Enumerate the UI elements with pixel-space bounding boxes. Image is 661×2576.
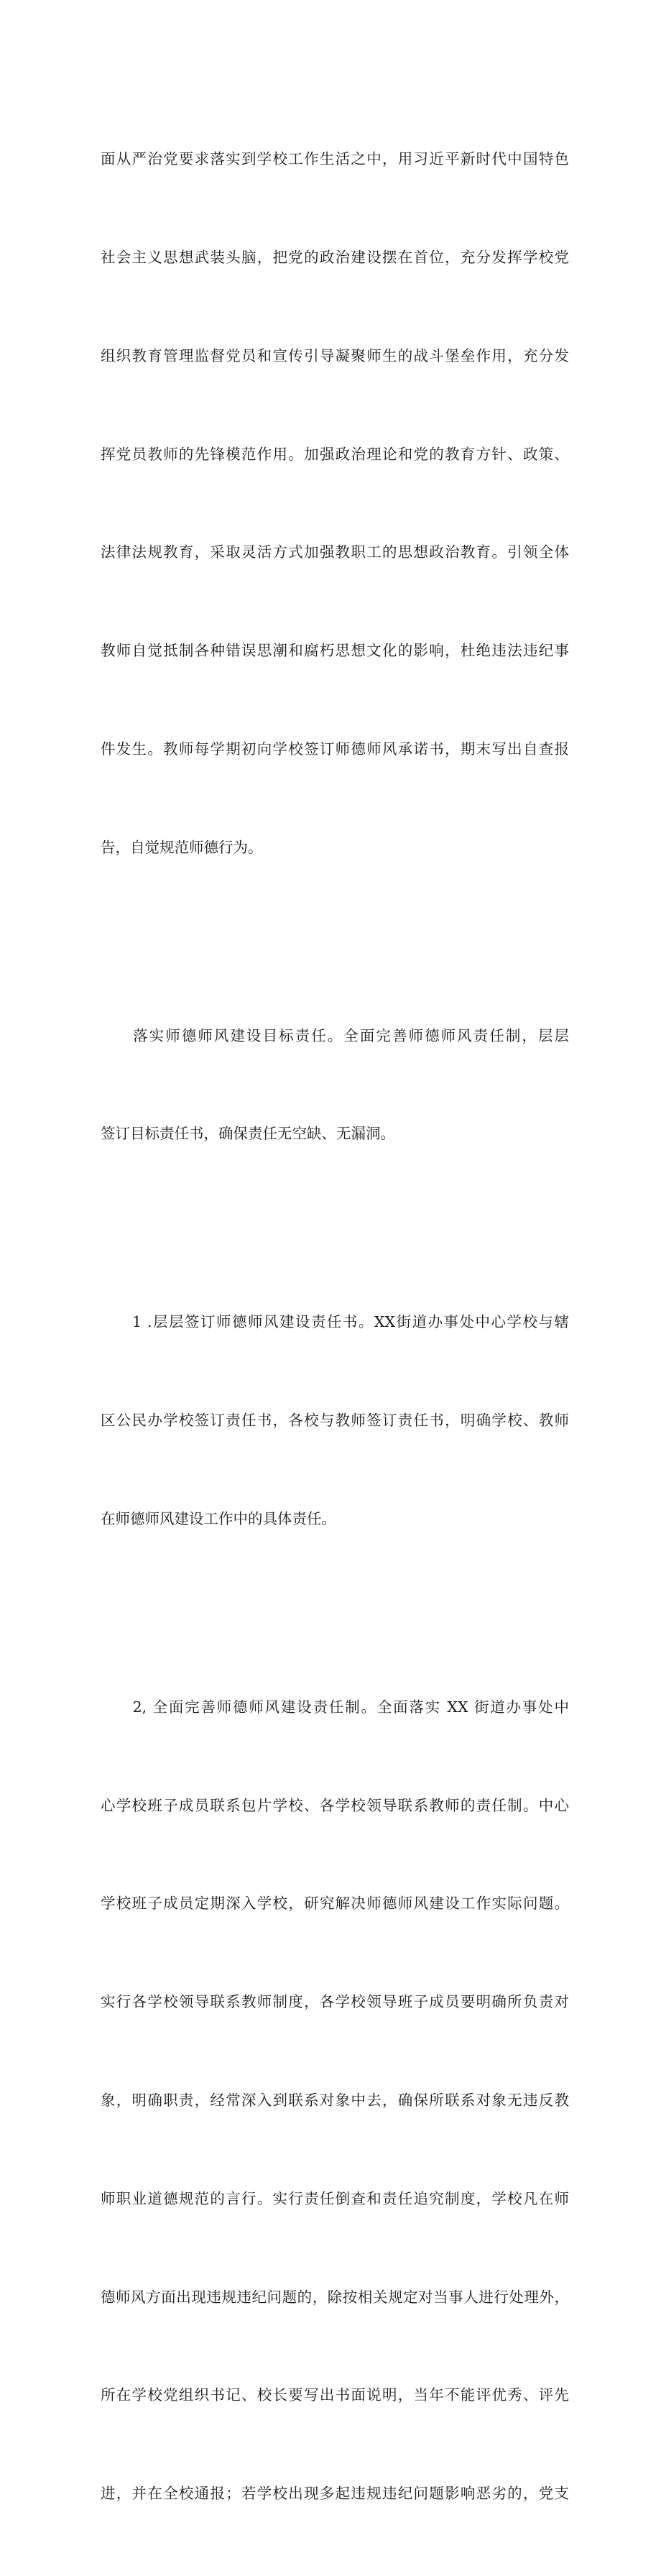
paragraph-spacer <box>101 1216 569 1241</box>
paragraph-3 <box>101 1241 569 1601</box>
text-line: 象，明确职责，经常深入到联系对象中去，确保所联系对象无违反教 <box>101 2092 569 2110</box>
text-line: 落实师德师风建设目标责任。全面完善师德师风责任制，层层 <box>101 1026 569 1044</box>
text-line: 在师德师风建设工作中的具体责任。 <box>101 1509 336 1527</box>
text-line: 学校班子成员定期深入学校，研究解决师德师风建设工作实际问题。 <box>101 1895 569 1913</box>
text-line: 面从严治党要求落实到学校工作生活之中，用习近平新时代中国特色 <box>101 150 569 168</box>
paragraph-2 <box>101 954 569 1216</box>
text-line: 师职业道德规范的言行。实行责任倒查和责任追究制度，学校凡在师 <box>101 2189 569 2207</box>
text-line: 挥党员教师的先锋模范作用。加强政治理论和党的教育方针、政策、 <box>101 445 569 463</box>
paragraph-1 <box>101 78 569 929</box>
paragraph-spacer <box>101 929 569 954</box>
paragraph-spacer <box>101 1601 569 1626</box>
text-line: 组织教育管理监督党员和宣传引导凝聚师生的战斗堡垒作用，充分发 <box>101 346 569 364</box>
text-line: 1 .层层签订师德师风建设责任书。XX街道办事处中心学校与辖 <box>101 1313 569 1331</box>
document-body <box>101 78 569 2576</box>
text-line: 告，自觉规范师德行为。 <box>101 838 263 856</box>
paragraph-4 <box>101 1626 569 2576</box>
text-line: 2, 全面完善师德师风建设责任制。全面落实 XX 街道办事处中 <box>101 1698 569 1716</box>
text-line: 心学校班子成员联系包片学校、各学校领导联系教师的责任制。中心 <box>101 1796 569 1814</box>
text-line: 件发生。教师每学期初向学校签订师德师风承诺书，期末写出自查报 <box>101 740 569 758</box>
text-line: 社会主义思想武装头脑，把党的政治建设摆在首位，充分发挥学校党 <box>101 248 569 266</box>
text-line: 实行各学校领导联系教师制度，各学校领导班子成员要明确所负责对 <box>101 1993 569 2011</box>
text-line: 教师自觉抵制各种错误思潮和腐朽思想文化的影响，杜绝违法违纪事 <box>101 642 569 660</box>
text-line: 所在学校党组织书记、校长要写出书面说明，当年不能评优秀、评先 <box>101 2386 569 2404</box>
text-line: 德师风方面出现违规违纪问题的，除按相关规定对当事人进行处理外， <box>101 2288 569 2306</box>
text-line: 法律法规教育，采取灵活方式加强教职工的思想政治教育。引领全体 <box>101 543 569 561</box>
text-line: 签订目标责任书，确保责任无空缺、无漏洞。 <box>101 1125 395 1143</box>
text-line: 区公民办学校签订责任书，各校与教师签订责任书，明确学校、教师 <box>101 1412 569 1430</box>
text-line: 进，并在全校通报；若学校出现多起违规违纪问题影响恶劣的，党支 <box>101 2485 569 2503</box>
